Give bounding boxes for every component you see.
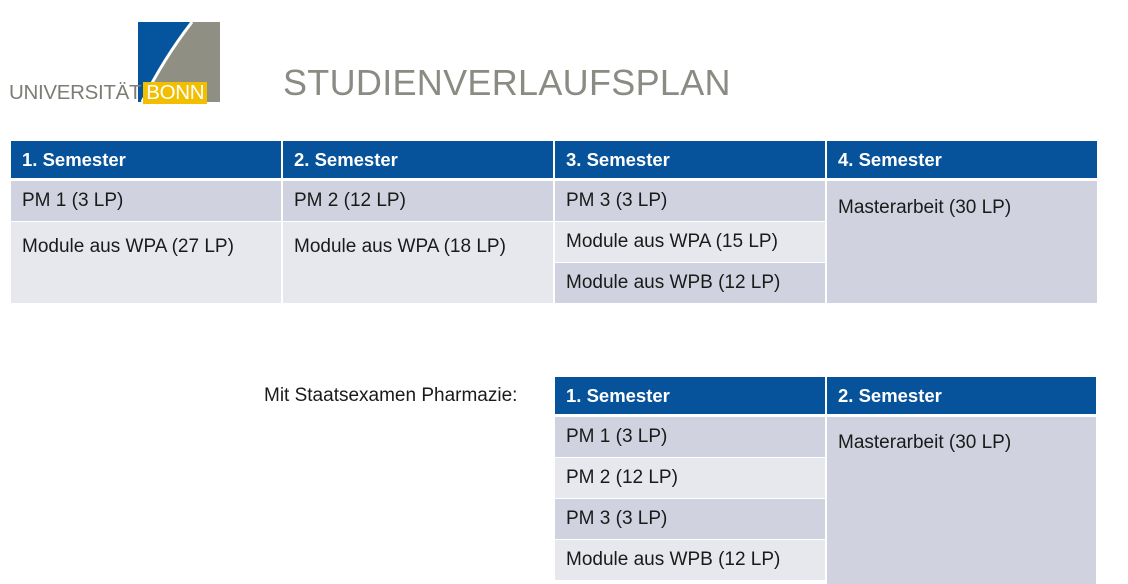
table-header-semester-1: 1. Semester xyxy=(555,377,825,414)
table-cell: Module aus WPA (27 LP) xyxy=(11,222,281,303)
table-cell: PM 2 (12 LP) xyxy=(283,181,553,221)
table-cell: Module aus WPA (15 LP) xyxy=(555,222,825,262)
pharmazie-label: Mit Staatsexamen Pharmazie: xyxy=(264,385,518,406)
table-cell: PM 2 (12 LP) xyxy=(555,458,825,498)
table-cell: PM 3 (3 LP) xyxy=(555,499,825,539)
table-header-semester-4: 4. Semester xyxy=(827,141,1097,178)
table-cell: Module aus WPA (18 LP) xyxy=(283,222,553,303)
table-header-semester-2: 2. Semester xyxy=(827,377,1096,414)
table-cell: PM 1 (3 LP) xyxy=(11,181,281,221)
logo-wordmark xyxy=(9,82,207,104)
table-cell: Module aus WPB (12 LP) xyxy=(555,263,825,303)
page-title: STUDIENVERLAUFSPLAN xyxy=(283,62,731,103)
table-cell: PM 3 (3 LP) xyxy=(555,181,825,221)
table-cell: Masterarbeit (30 LP) xyxy=(827,417,1096,584)
table-header-semester-3: 3. Semester xyxy=(555,141,825,178)
table-header-semester-2: 2. Semester xyxy=(283,141,553,178)
logo-word-universitaet: UNIVERSITÄT xyxy=(9,81,142,104)
logo-word-bonn: BONN xyxy=(143,82,207,104)
table-cell: Module aus WPB (12 LP) xyxy=(555,540,825,580)
table-cell: Masterarbeit (30 LP) xyxy=(827,181,1097,303)
university-logo xyxy=(9,22,224,106)
table-cell: PM 1 (3 LP) xyxy=(555,417,825,457)
table-header-semester-1: 1. Semester xyxy=(11,141,281,178)
